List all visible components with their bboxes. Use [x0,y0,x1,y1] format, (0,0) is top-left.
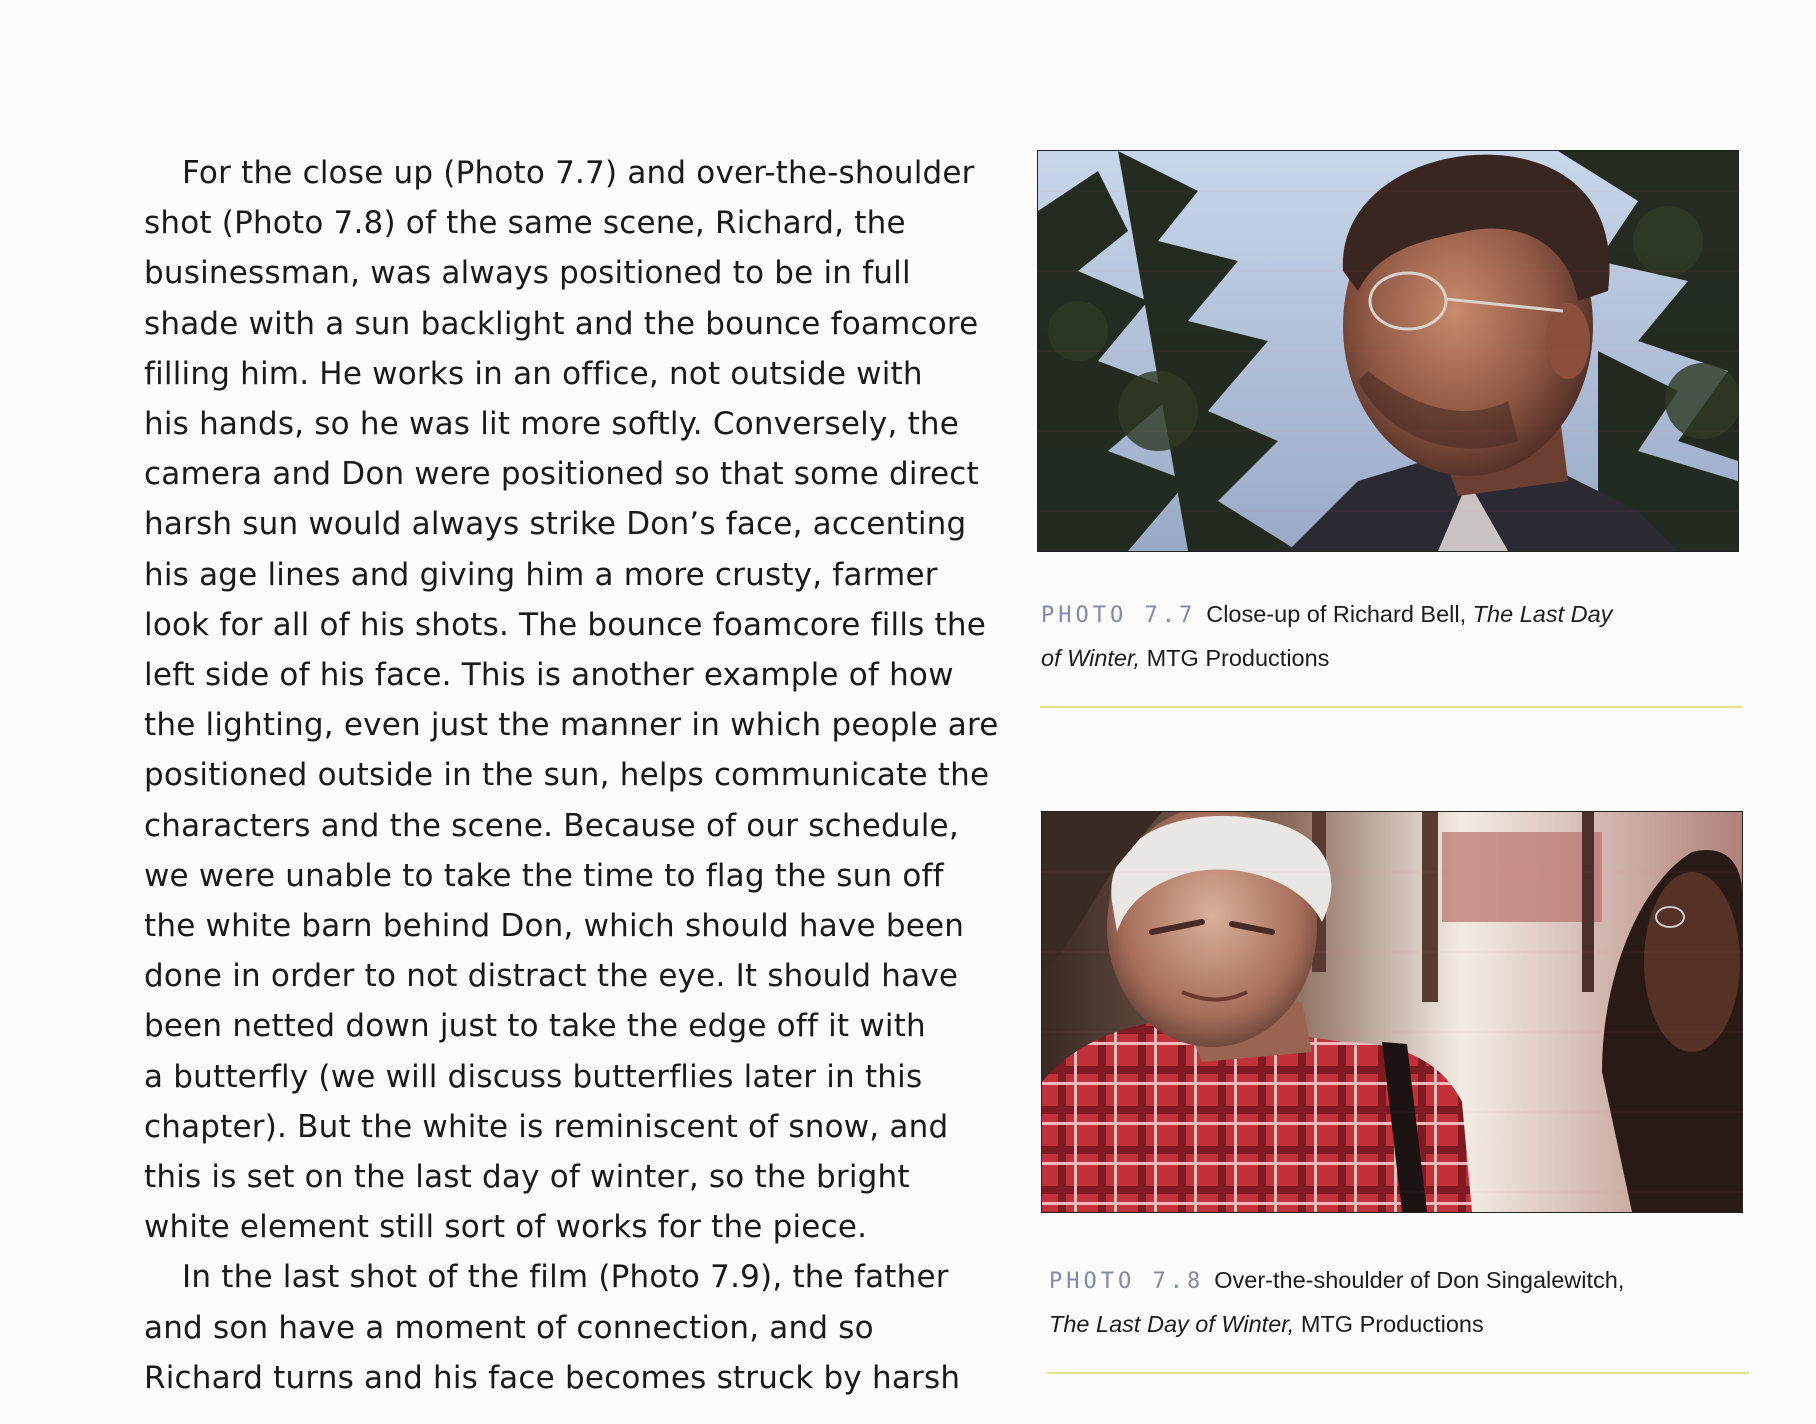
caption-rule [1047,1372,1749,1374]
caption-title: The Last Day of Winter, [1049,1311,1295,1337]
body-line: look for all of his shots. The bounce foamcore fills the [144,606,987,643]
body-line: In the last shot of the film (Photo 7.9), the father [182,1259,949,1296]
body-line: harsh sun would always strike Don’s face, accenting [144,506,967,543]
body-line: been netted down just to take the edge off it with [144,1008,926,1045]
body-line: the lighting, even just the manner in which people are [144,707,999,744]
body-line: For the close up (Photo 7.7) and over-the-shoulder [182,155,975,191]
body-line: his age lines and giving him a more crusty, farmer [144,556,938,593]
caption-text: MTG Productions [1140,645,1330,671]
body-line: characters and the scene. Because of our schedule, [144,807,959,844]
body-line: and son have a moment of connection, and so [144,1309,874,1346]
photo-7-8-image [1041,811,1743,1213]
body-line: chapter). But the white is reminiscent of snow, and [144,1108,949,1145]
photo-7-7-caption [1041,593,1612,679]
body-line: Richard turns and his face becomes struck by harsh [144,1359,961,1396]
body-line: businessman, was always positioned to be in full [144,255,911,292]
photo-7-7-image [1037,150,1739,552]
caption-text: Over-the-shoulder of Don Singalewitch, [1214,1267,1625,1293]
caption-title: The Last Day [1472,601,1613,627]
body-line: positioned outside in the sun, helps communicate the [144,757,990,794]
photo-label: PHOTO 7.7 [1041,603,1197,628]
body-line: done in order to not distract the eye. It should have [144,958,959,995]
body-line: this is set on the last day of winter, so the bright [144,1159,910,1196]
body-line: we were unable to take the time to flag the sun off [144,857,944,894]
caption-title: of Winter, [1041,645,1141,671]
body-line: the white barn behind Don, which should have been [144,908,965,945]
caption-rule [1040,706,1742,708]
body-line: shot (Photo 7.8) of the same scene, Richard, the [144,205,906,242]
body-text [144,148,999,1403]
caption-text: MTG Productions [1294,1311,1484,1337]
body-line: camera and Don were positioned so that some direct [144,456,979,493]
over-shoulder-photo-illustration [1042,812,1742,1212]
caption-text: Close-up of Richard Bell, [1206,601,1473,627]
photo-label: PHOTO 7.8 [1049,1269,1205,1294]
body-line: left side of his face. This is another example of how [144,657,954,694]
body-line: a butterfly (we will discuss butterflies later in this [144,1058,923,1095]
closeup-photo-illustration [1038,151,1738,551]
body-line: shade with a sun backlight and the bounce foamcore [144,305,979,342]
body-line: his hands, so he was lit more softly. Conversely, the [144,406,960,443]
body-line: white element still sort of works for the piece. [144,1209,868,1246]
body-line: filling him. He works in an office, not outside with [144,355,923,392]
photo-7-8-caption [1049,1259,1624,1345]
